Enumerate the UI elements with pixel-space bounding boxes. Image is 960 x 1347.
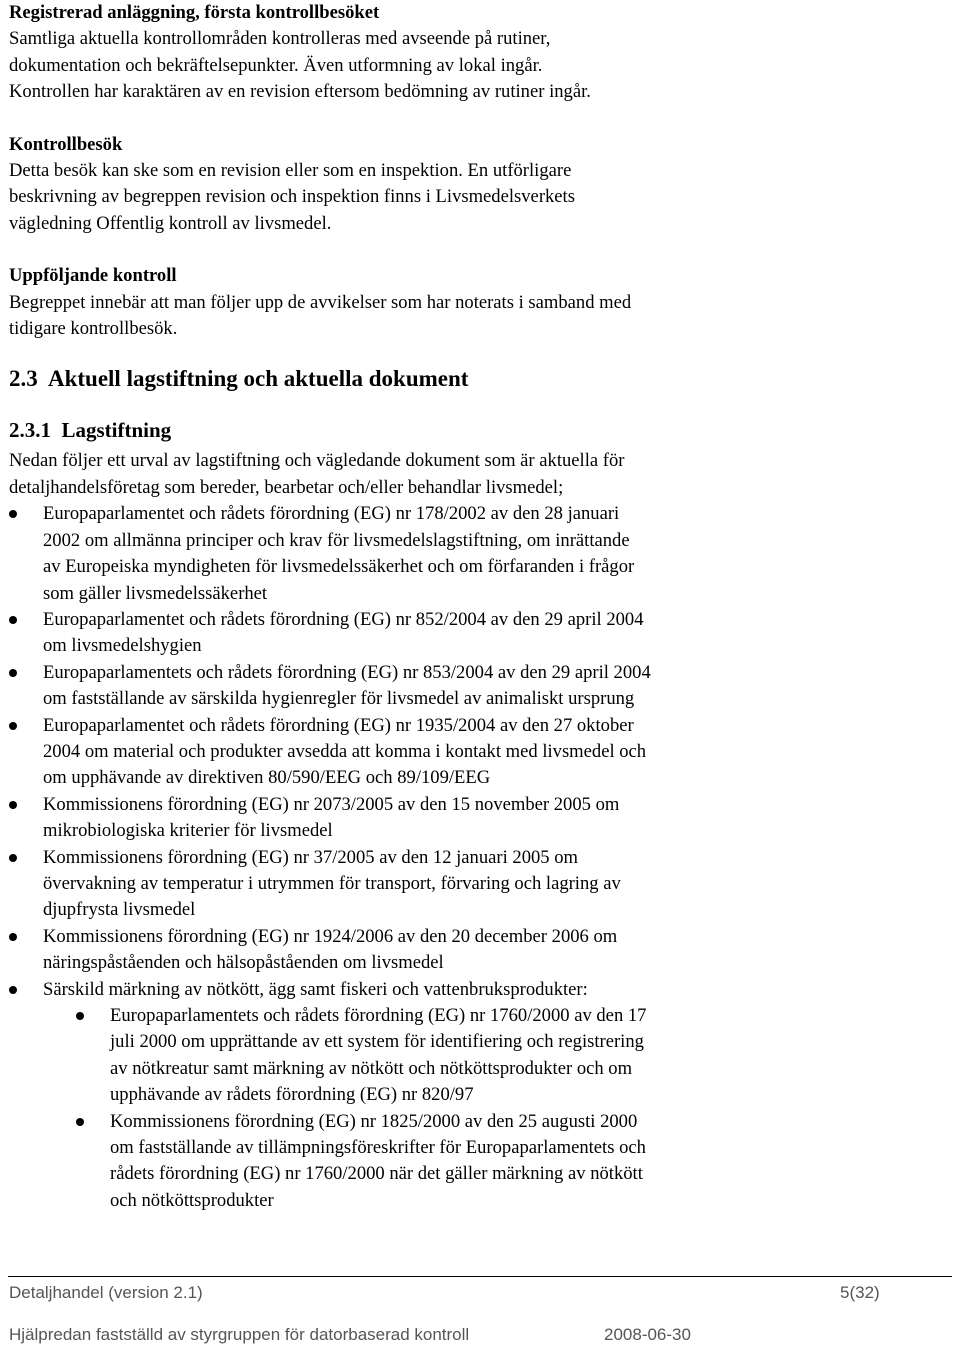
labelling-sublist: [76, 1003, 909, 1214]
paragraph-line: Begreppet innebär att man följer upp de avvikelser som har noterats i samband med: [9, 291, 632, 313]
list-item-line: om upphävande av direktiven 80/590/EEG och 89/109/EEG: [43, 767, 491, 789]
list-item-line: Europaparlamentet och rådets förordning (EG) nr 1935/2004 av den 27 oktober: [43, 714, 634, 736]
footer-date: 2008-06-30: [604, 1325, 691, 1344]
list-item-line: Europaparlamentet och rådets förordning (EG) nr 852/2004 av den 29 april 2004: [43, 608, 644, 630]
section-uppfoljande: [9, 263, 909, 342]
intro-paragraph: [9, 448, 909, 501]
list-item-line: som gäller livsmedelssäkerhet: [43, 582, 268, 604]
footer-page-number: 5(32): [840, 1283, 880, 1302]
list-item-line: av nötkreatur samt märkning av nötkött och nötköttsprodukter och om: [110, 1057, 633, 1079]
list-item: [9, 924, 783, 977]
paragraph-line: tidigare kontrollbesök.: [9, 318, 178, 340]
paragraph-line: detaljhandelsföretag som bereder, bearbetar och/eller behandlar livsmedel;: [9, 476, 564, 498]
list-item: [9, 713, 783, 792]
list-item-line: Särskild märkning av nötkött, ägg samt fiskeri och vattenbruksprodukter:: [43, 978, 588, 1000]
section-kontrollbesok: [9, 132, 909, 238]
document-page: [9, 0, 909, 1214]
paragraph-line: Detta besök kan ske som en revision eller som en inspektion. En utförligare: [9, 160, 572, 182]
list-item-line: av Europeiska myndigheten för livsmedelssäkerhet och om förfaranden i frågor: [43, 556, 635, 578]
list-item-line: Kommissionens förordning (EG) nr 1924/2006 av den 20 december 2006 om: [43, 925, 618, 947]
heading-2-3: 2.3 Aktuell lagstiftning och aktuella dokument: [9, 366, 469, 392]
sub-list-item: [76, 1003, 770, 1109]
list-item: [9, 501, 783, 607]
list-item: [9, 660, 783, 713]
paragraph-line: beskrivning av begreppen revision och inspektion finns i Livsmedelsverkets: [9, 186, 575, 208]
legislation-list: [9, 501, 909, 1003]
list-item-line: Europaparlamentet och rådets förordning (EG) nr 178/2002 av den 28 januari: [43, 503, 620, 525]
section-registrerad: [9, 0, 909, 106]
list-item: [9, 792, 783, 845]
section-heading: Kontrollbesök: [9, 133, 123, 155]
list-item-line: djupfrysta livsmedel: [43, 899, 196, 921]
footer-doc-title: Detaljhandel (version 2.1): [9, 1283, 203, 1302]
list-item: [9, 607, 783, 660]
list-item-line: om livsmedelshygien: [43, 635, 202, 657]
list-item: [9, 845, 783, 924]
list-item-line: upphävande av rådets förordning (EG) nr 820/97: [110, 1084, 474, 1106]
list-item-line: om fastställande av tillämpningsföreskrifter för Europaparlamentets och: [110, 1137, 646, 1159]
paragraph-line: Samtliga aktuella kontrollområden kontrolleras med avseende på rutiner,: [9, 28, 551, 50]
list-item: [9, 977, 783, 1003]
list-item-line: näringspåståenden och hälsopåståenden om livsmedel: [43, 952, 444, 974]
list-item-line: Kommissionens förordning (EG) nr 37/2005 av den 12 januari 2005 om: [43, 846, 579, 868]
list-item-line: Kommissionens förordning (EG) nr 1825/2000 av den 25 augusti 2000: [110, 1110, 638, 1132]
paragraph-line: dokumentation och bekräftelsepunkter. Även utformning av lokal ingår.: [9, 54, 543, 76]
paragraph-line: Nedan följer ett urval av lagstiftning och vägledande dokument som är aktuella för: [9, 450, 625, 472]
list-item-line: om fastställande av särskilda hygienregler för livsmedel av animaliskt ursprung: [43, 688, 635, 710]
list-item-line: Kommissionens förordning (EG) nr 2073/2005 av den 15 november 2005 om: [43, 793, 620, 815]
footer-approved-by: Hjälpredan fastställd av styrgruppen för datorbaserad kontroll: [9, 1325, 470, 1344]
sub-list-item: [76, 1109, 770, 1215]
list-item-line: Europaparlamentets och rådets förordning (EG) nr 1760/2000 av den 17: [110, 1005, 647, 1026]
list-item-line: 2004 om material och produkter avsedda att komma i kontakt med livsmedel och: [43, 740, 647, 762]
list-item-line: Europaparlamentets och rådets förordning (EG) nr 853/2004 av den 29 april 2004: [43, 661, 651, 683]
list-item-line: juli 2000 om upprättande av ett system för identifiering och registrering: [110, 1031, 644, 1053]
list-item-line: övervakning av temperatur i utrymmen för transport, förvaring och lagring av: [43, 872, 621, 894]
section-heading: Registrerad anläggning, första kontrollbesöket: [9, 2, 380, 23]
heading-2-3-1: 2.3.1 Lagstiftning: [9, 418, 172, 443]
list-item-line: mikrobiologiska kriterier för livsmedel: [43, 820, 333, 842]
list-item-line: och nötköttsprodukter: [110, 1189, 274, 1211]
paragraph-line: Kontrollen har karaktären av en revision eftersom bedömning av rutiner ingår.: [9, 81, 591, 103]
paragraph-line: vägledning Offentlig kontroll av livsmedel.: [9, 212, 332, 234]
list-item-line: 2002 om allmänna principer och krav för livsmedelslagstiftning, om inrättande: [43, 529, 630, 551]
footer-divider: [8, 1276, 952, 1277]
list-item-line: rådets förordning (EG) nr 1760/2000 när det gäller märkning av nötkött: [110, 1163, 643, 1185]
section-heading: Uppföljande kontroll: [9, 265, 177, 287]
